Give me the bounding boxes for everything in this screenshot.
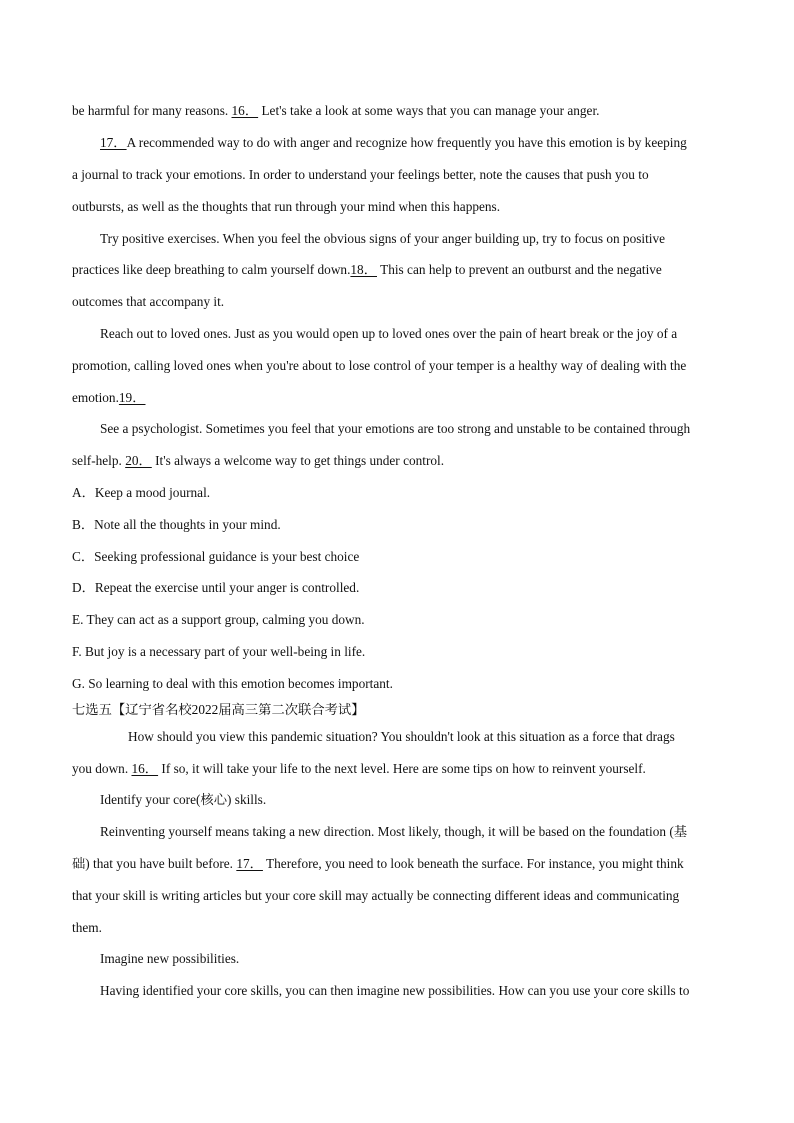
text: emotion. bbox=[72, 390, 119, 405]
text: you down. bbox=[72, 761, 129, 776]
option-c: C．Seeking professional guidance is your best choice bbox=[72, 549, 360, 564]
text: A recommended way to do with anger and recognize how frequently you have this emotion is by keeping bbox=[126, 135, 687, 150]
blank-16: 16． bbox=[231, 103, 259, 118]
heading-source: 【辽宁省名校2022届高三第二次联合考试】 bbox=[111, 702, 365, 717]
blank-19: 19． bbox=[118, 390, 146, 405]
text: It's always a welcome way to get things under control. bbox=[155, 453, 445, 468]
passage-line: outcomes that accompany it. bbox=[72, 294, 225, 309]
blank-17: 17． bbox=[100, 135, 127, 150]
passage-line: Having identified your core skills, you can then imagine new possibilities. How can you use your core skills to bbox=[100, 983, 690, 998]
subheading: Imagine new possibilities. bbox=[100, 951, 240, 966]
passage-line: outbursts, as well as the thoughts that run through your mind when this happens. bbox=[72, 199, 501, 214]
heading-label: 七选五 bbox=[72, 702, 112, 717]
option-b: B．Note all the thoughts in your mind. bbox=[72, 517, 281, 532]
subheading: Identify your core(核心) skills. bbox=[100, 792, 267, 807]
passage-line bbox=[0, 103, 794, 119]
passage-line bbox=[0, 856, 794, 872]
passage-line bbox=[0, 390, 794, 406]
passage-line: promotion, calling loved ones when you're about to lose control of your temper is a healthy way of dealing with the bbox=[72, 358, 687, 373]
option-f: F. But joy is a necessary part of your well-being in life. bbox=[72, 644, 366, 659]
text: self-help. bbox=[72, 453, 122, 468]
text: This can help to prevent an outburst and the negative bbox=[380, 262, 662, 277]
passage-line bbox=[0, 135, 794, 151]
passage-line: them. bbox=[72, 920, 102, 935]
passage-line: Reinventing yourself means taking a new direction. Most likely, though, it will be based on the foundation (基 bbox=[100, 824, 688, 839]
passage-line: Try positive exercises. When you feel the obvious signs of your anger building up, try to focus on positive bbox=[100, 231, 666, 246]
passage-line: Reach out to loved ones. Just as you would open up to loved ones over the pain of heart break or the joy of a bbox=[100, 326, 678, 341]
option-a: A．Keep a mood journal. bbox=[72, 485, 211, 500]
passage-line bbox=[0, 262, 794, 278]
passage-line bbox=[0, 761, 794, 777]
text: 础) that you have built before. bbox=[72, 856, 233, 871]
section-heading bbox=[0, 702, 794, 718]
blank-16: 16． bbox=[131, 761, 159, 776]
option-e: E. They can act as a support group, calming you down. bbox=[72, 612, 365, 627]
option-d: D．Repeat the exercise until your anger is controlled. bbox=[72, 580, 360, 595]
text: be harmful for many reasons. bbox=[72, 103, 229, 118]
passage-line bbox=[0, 453, 794, 469]
text: Let's take a look at some ways that you can manage your anger. bbox=[261, 103, 600, 118]
text: Therefore, you need to look beneath the surface. For instance, you might think bbox=[266, 856, 684, 871]
option-g: G. So learning to deal with this emotion becomes important. bbox=[72, 676, 393, 691]
passage-line: a journal to track your emotions. In order to understand your feelings better, note the causes that push you to bbox=[72, 167, 649, 182]
text: If so, it will take your life to the next level. Here are some tips on how to reinvent yourself. bbox=[161, 761, 646, 776]
passage-line: See a psychologist. Sometimes you feel that your emotions are too strong and unstable to be contained through bbox=[100, 421, 691, 436]
text: practices like deep breathing to calm yourself down. bbox=[72, 262, 351, 277]
blank-17: 17． bbox=[236, 856, 263, 871]
blank-18: 18． bbox=[350, 262, 377, 277]
passage-line: How should you view this pandemic situation? You shouldn't look at this situation as a force that drags bbox=[128, 729, 675, 744]
blank-20: 20． bbox=[125, 453, 152, 468]
passage-line: that your skill is writing articles but your core skill may actually be connecting different ideas and communicating bbox=[72, 888, 680, 903]
